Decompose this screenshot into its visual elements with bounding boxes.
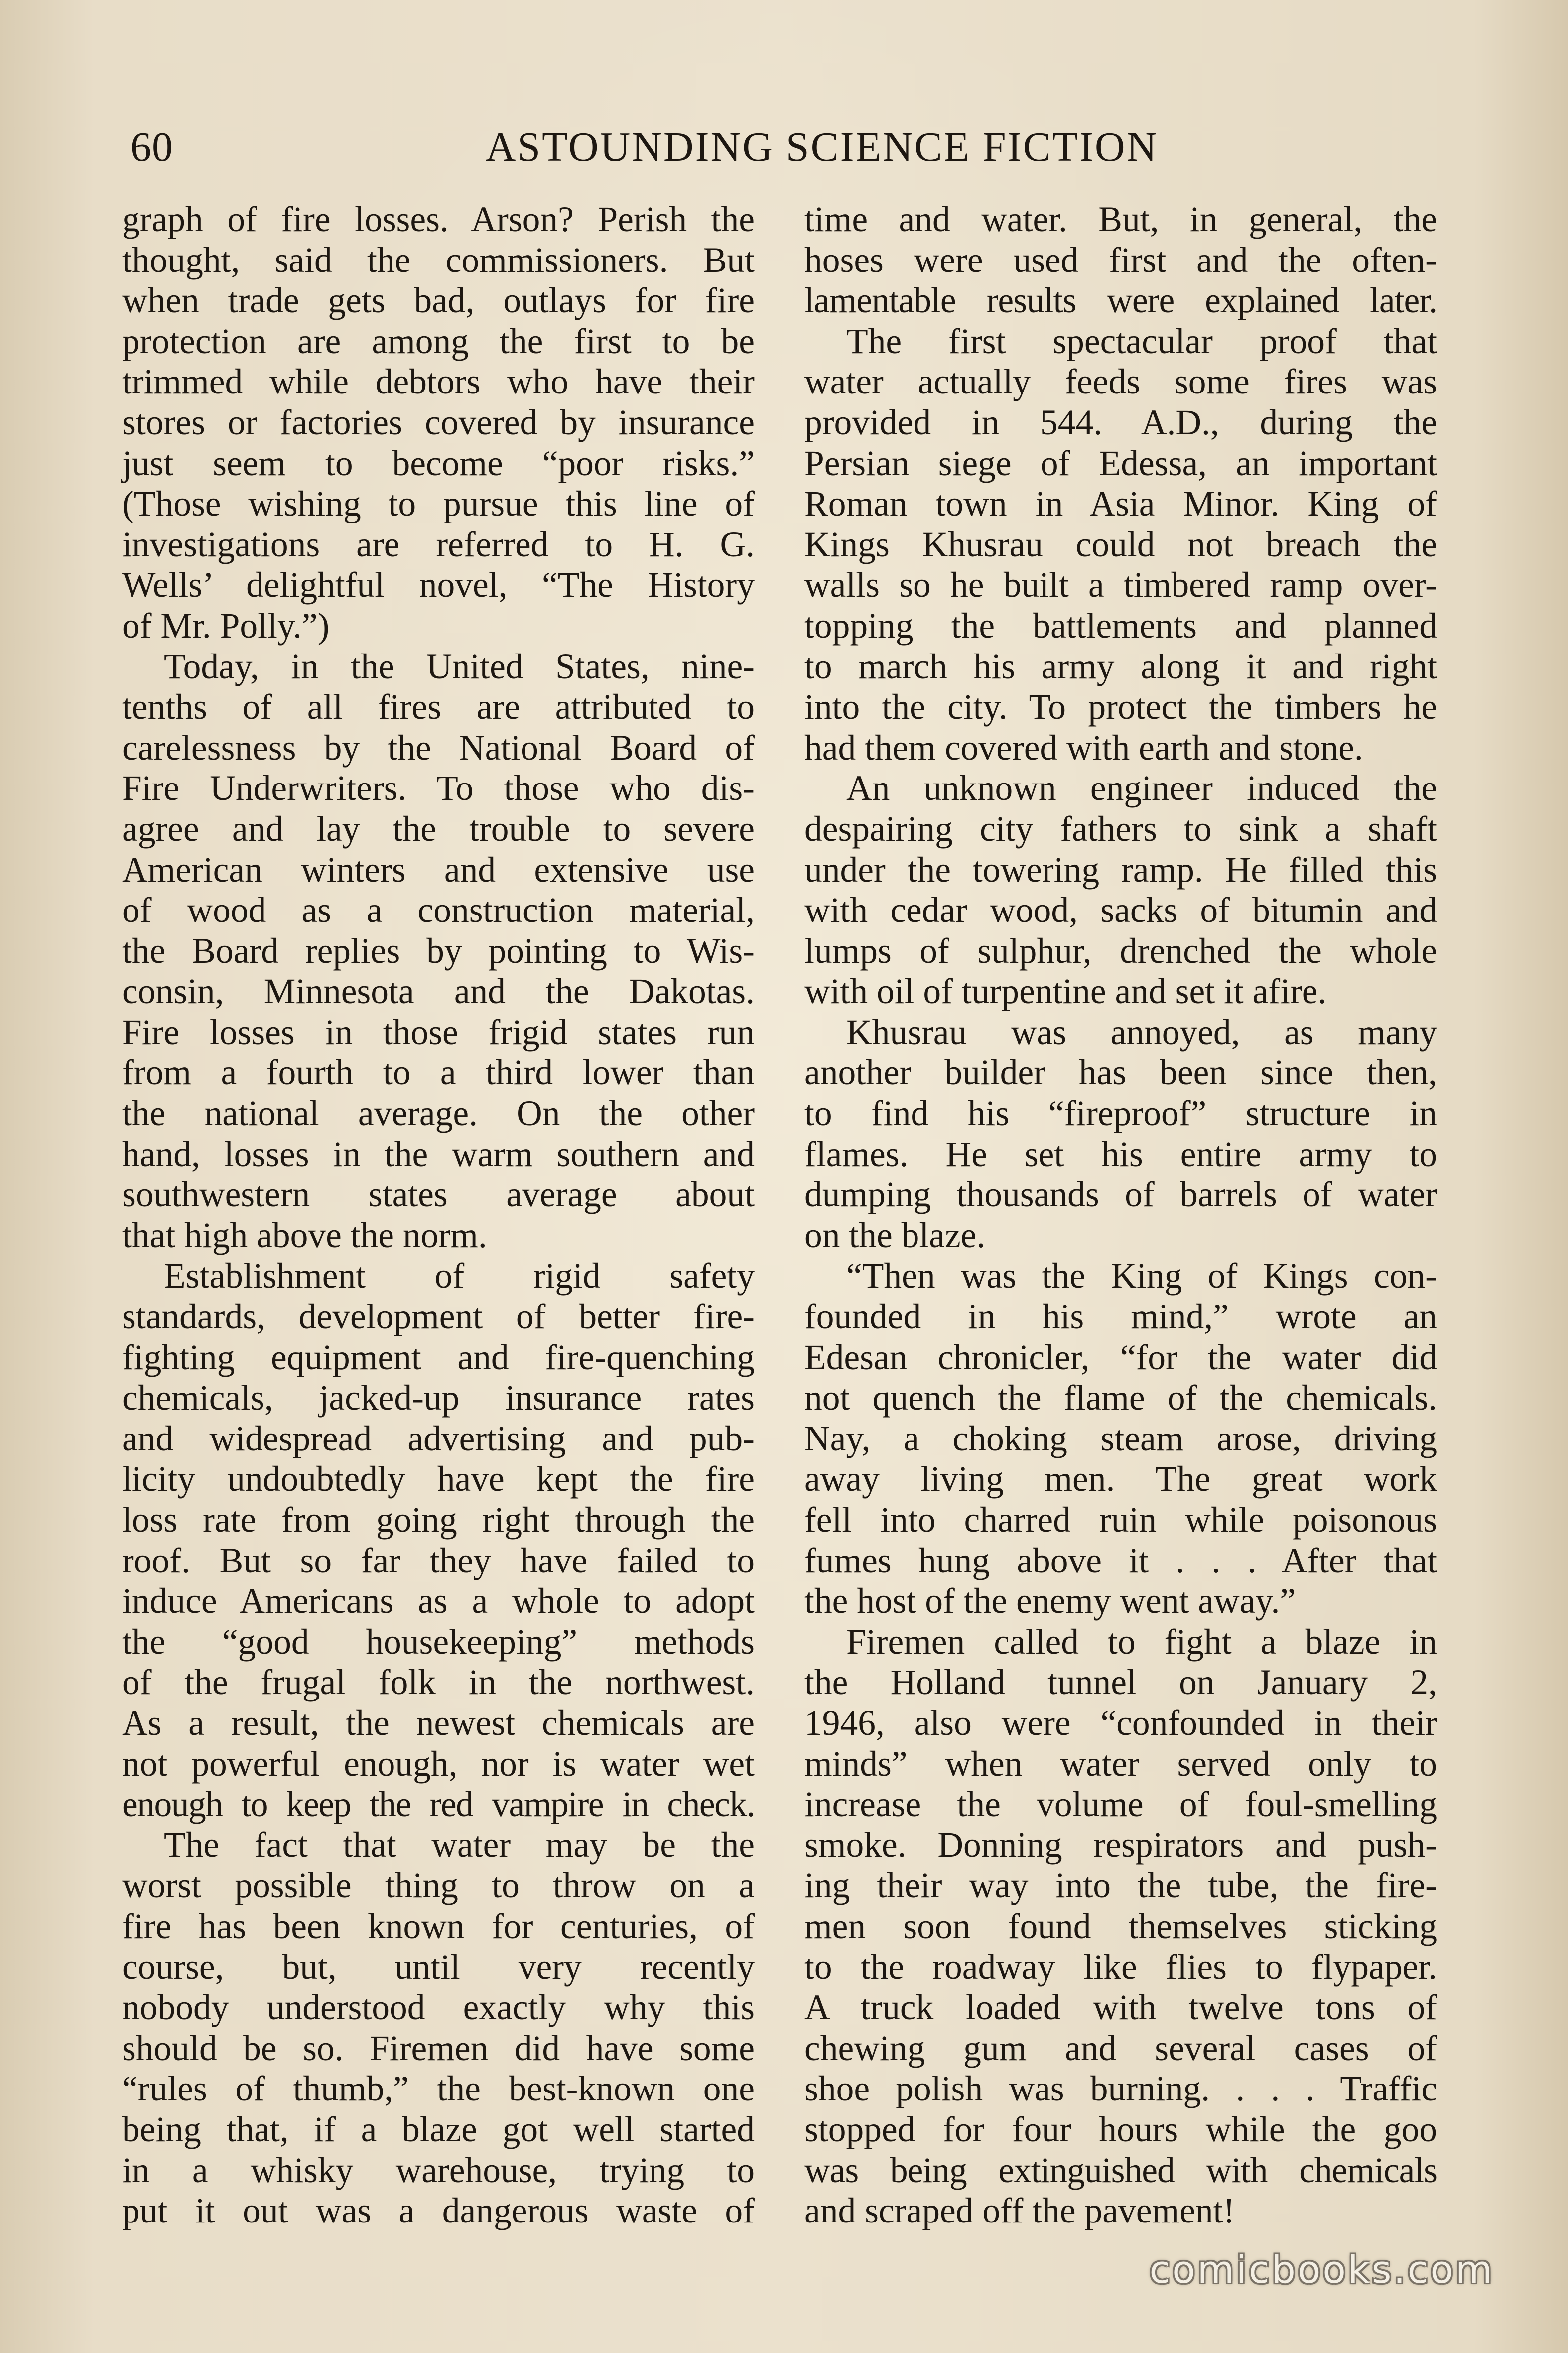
text-line: the Holland tunnel on January 2, <box>804 1663 1437 1702</box>
text-line: induce Americans as a whole to adopt <box>122 1581 755 1621</box>
text-line: from a fourth to a third lower than <box>122 1053 755 1093</box>
text-line: Nay, a choking steam arose, driving <box>804 1419 1437 1458</box>
text-line: Fire losses in those frigid states run <box>122 1012 755 1052</box>
text-line: the “good housekeeping” methods <box>122 1622 755 1662</box>
text-line: stores or factories covered by insurance <box>122 402 755 442</box>
text-line: tenths of all fires are attributed to <box>122 687 755 727</box>
text-line: flames. He set his entire army to <box>804 1134 1437 1174</box>
text-line: walls so he built a timbered ramp over- <box>804 565 1437 605</box>
text-line: was being extinguished with chemicals <box>804 2150 1437 2190</box>
text-line: of the frugal folk in the northwest. <box>122 1663 755 1702</box>
text-line: not powerful enough, nor is water wet <box>122 1744 755 1784</box>
text-line: minds” when water served only to <box>804 1744 1437 1784</box>
text-line: licity undoubtedly have kept the fire <box>122 1459 755 1499</box>
text-line: The fact that water may be the <box>164 1825 755 1865</box>
text-line: fire has been known for centuries, of <box>122 1906 755 1946</box>
text-line: fumes hung above it . . . After that <box>804 1541 1437 1580</box>
text-line: The first spectacular proof that <box>846 321 1437 361</box>
text-line: agree and lay the trouble to severe <box>122 809 755 849</box>
text-line: thought, said the commissioners. But <box>122 240 755 280</box>
text-line: of wood as a construction material, <box>122 891 755 930</box>
text-line: fell into charred ruin while poisonous <box>804 1500 1437 1540</box>
text-line: and widespread advertising and pub- <box>122 1419 755 1458</box>
text-line: another builder has been since then, <box>804 1053 1437 1093</box>
text-line: Today, in the United States, nine- <box>164 647 755 686</box>
text-line: 1946, also were “confounded in their <box>804 1703 1437 1743</box>
running-head: ASTOUNDING SCIENCE FICTION <box>485 124 1159 170</box>
text-line: Roman town in Asia Minor. King of <box>804 484 1437 524</box>
text-line: Persian siege of Edessa, an important <box>804 443 1437 483</box>
right-column <box>804 199 1437 2231</box>
text-line: away living men. The great work <box>804 1459 1437 1499</box>
text-line: that high above the norm. <box>122 1215 487 1255</box>
text-line: nobody understood exactly why this <box>122 1988 755 2028</box>
text-line: “Then was the King of Kings con- <box>846 1256 1437 1296</box>
text-line: A truck loaded with twelve tons of <box>804 1988 1437 2028</box>
text-line: standards, development of better fire- <box>122 1297 755 1337</box>
text-line: had them covered with earth and stone. <box>804 728 1363 768</box>
text-line: the Board replies by pointing to Wis- <box>122 931 755 971</box>
text-line: topping the battlements and planned <box>804 606 1437 646</box>
text-line: hoses were used first and the often- <box>804 240 1437 280</box>
text-line: dumping thousands of barrels of water <box>804 1175 1437 1215</box>
text-line: “rules of thumb,” the best-known one <box>122 2069 755 2109</box>
text-line: with cedar wood, sacks of bitumin and <box>804 891 1437 930</box>
text-line: (Those wishing to pursue this line of <box>122 484 755 524</box>
text-line: lamentable results were explained later. <box>804 281 1437 321</box>
text-line: to find his “fireproof” structure in <box>804 1094 1437 1134</box>
text-line: course, but, until very recently <box>122 1947 755 1987</box>
text-line: and scraped off the pavement! <box>804 2191 1235 2231</box>
watermark: comicbooks.com <box>1149 2247 1494 2292</box>
text-line: hand, losses in the warm southern and <box>122 1134 755 1174</box>
text-line: Kings Khusrau could not breach the <box>804 524 1437 564</box>
text-line: trimmed while debtors who have their <box>122 362 755 402</box>
text-line: Establishment of rigid safety <box>164 1256 755 1296</box>
text-line: consin, Minnesota and the Dakotas. <box>122 972 755 1012</box>
text-line: of Mr. Polly.”) <box>122 606 330 646</box>
text-line: ing their way into the tube, the fire- <box>804 1866 1437 1906</box>
text-line: to march his army along it and right <box>804 647 1437 686</box>
text-line: stopped for four hours while the goo <box>804 2109 1437 2149</box>
text-line: chemicals, jacked-up insurance rates <box>122 1378 755 1418</box>
text-line: time and water. But, in general, the <box>804 200 1437 239</box>
text-line: loss rate from going right through the <box>122 1500 755 1540</box>
text-line: increase the volume of foul-smelling <box>804 1785 1437 1825</box>
text-line: the host of the enemy went away.” <box>804 1581 1296 1621</box>
text-line: graph of fire losses. Arson? Perish the <box>122 200 755 239</box>
text-line: provided in 544. A.D., during the <box>804 402 1437 442</box>
text-line: water actually feeds some fires was <box>804 362 1437 402</box>
text-line: Fire Underwriters. To those who dis- <box>122 769 755 808</box>
page-number: 60 <box>131 124 173 170</box>
text-line: with oil of turpentine and set it afire. <box>804 972 1327 1012</box>
text-line: into the city. To protect the timbers he <box>804 687 1437 727</box>
text-line: roof. But so far they have failed to <box>122 1541 755 1580</box>
text-line: should be so. Firemen did have some <box>122 2028 755 2068</box>
text-line: Khusrau was annoyed, as many <box>846 1012 1437 1052</box>
text-line: Wells’ delightful novel, “The History <box>122 565 755 605</box>
text-line: being that, if a blaze got well started <box>122 2109 755 2149</box>
text-line: carelessness by the National Board of <box>122 728 755 768</box>
text-line: An unknown engineer induced the <box>846 769 1437 808</box>
text-line: despairing city fathers to sink a shaft <box>804 809 1437 849</box>
text-line: to the roadway like flies to flypaper. <box>804 1947 1437 1987</box>
text-line: American winters and extensive use <box>122 850 755 890</box>
text-line: put it out was a dangerous waste of <box>122 2191 755 2231</box>
text-line: protection are among the first to be <box>122 321 755 361</box>
text-line: smoke. Donning respirators and push- <box>804 1825 1437 1865</box>
text-line: the national average. On the other <box>122 1094 755 1134</box>
text-line: just seem to become “poor risks.” <box>122 443 755 483</box>
text-line: Firemen called to fight a blaze in <box>846 1622 1437 1662</box>
text-line: southwestern states average about <box>122 1175 755 1215</box>
text-line: on the blaze. <box>804 1215 986 1255</box>
text-line: men soon found themselves sticking <box>804 1906 1437 1946</box>
text-line: fighting equipment and fire-quenching <box>122 1337 755 1377</box>
text-line: not quench the flame of the chemicals. <box>804 1378 1437 1418</box>
text-line: As a result, the newest chemicals are <box>122 1703 755 1743</box>
text-line: shoe polish was burning. . . . Traffic <box>804 2069 1437 2109</box>
text-line: in a whisky warehouse, trying to <box>122 2150 755 2190</box>
text-line: founded in his mind,” wrote an <box>804 1297 1437 1337</box>
text-line: investigations are referred to H. G. <box>122 524 755 564</box>
text-line: under the towering ramp. He filled this <box>804 850 1437 890</box>
text-line: lumps of sulphur, drenched the whole <box>804 931 1437 971</box>
text-line: enough to keep the red vampire in check. <box>122 1785 755 1825</box>
text-line: worst possible thing to throw on a <box>122 1866 755 1906</box>
left-column <box>122 199 755 2231</box>
text-line: when trade gets bad, outlays for fire <box>122 281 755 321</box>
text-line: chewing gum and several cases of <box>804 2028 1437 2068</box>
text-line: Edesan chronicler, “for the water did <box>804 1337 1437 1377</box>
